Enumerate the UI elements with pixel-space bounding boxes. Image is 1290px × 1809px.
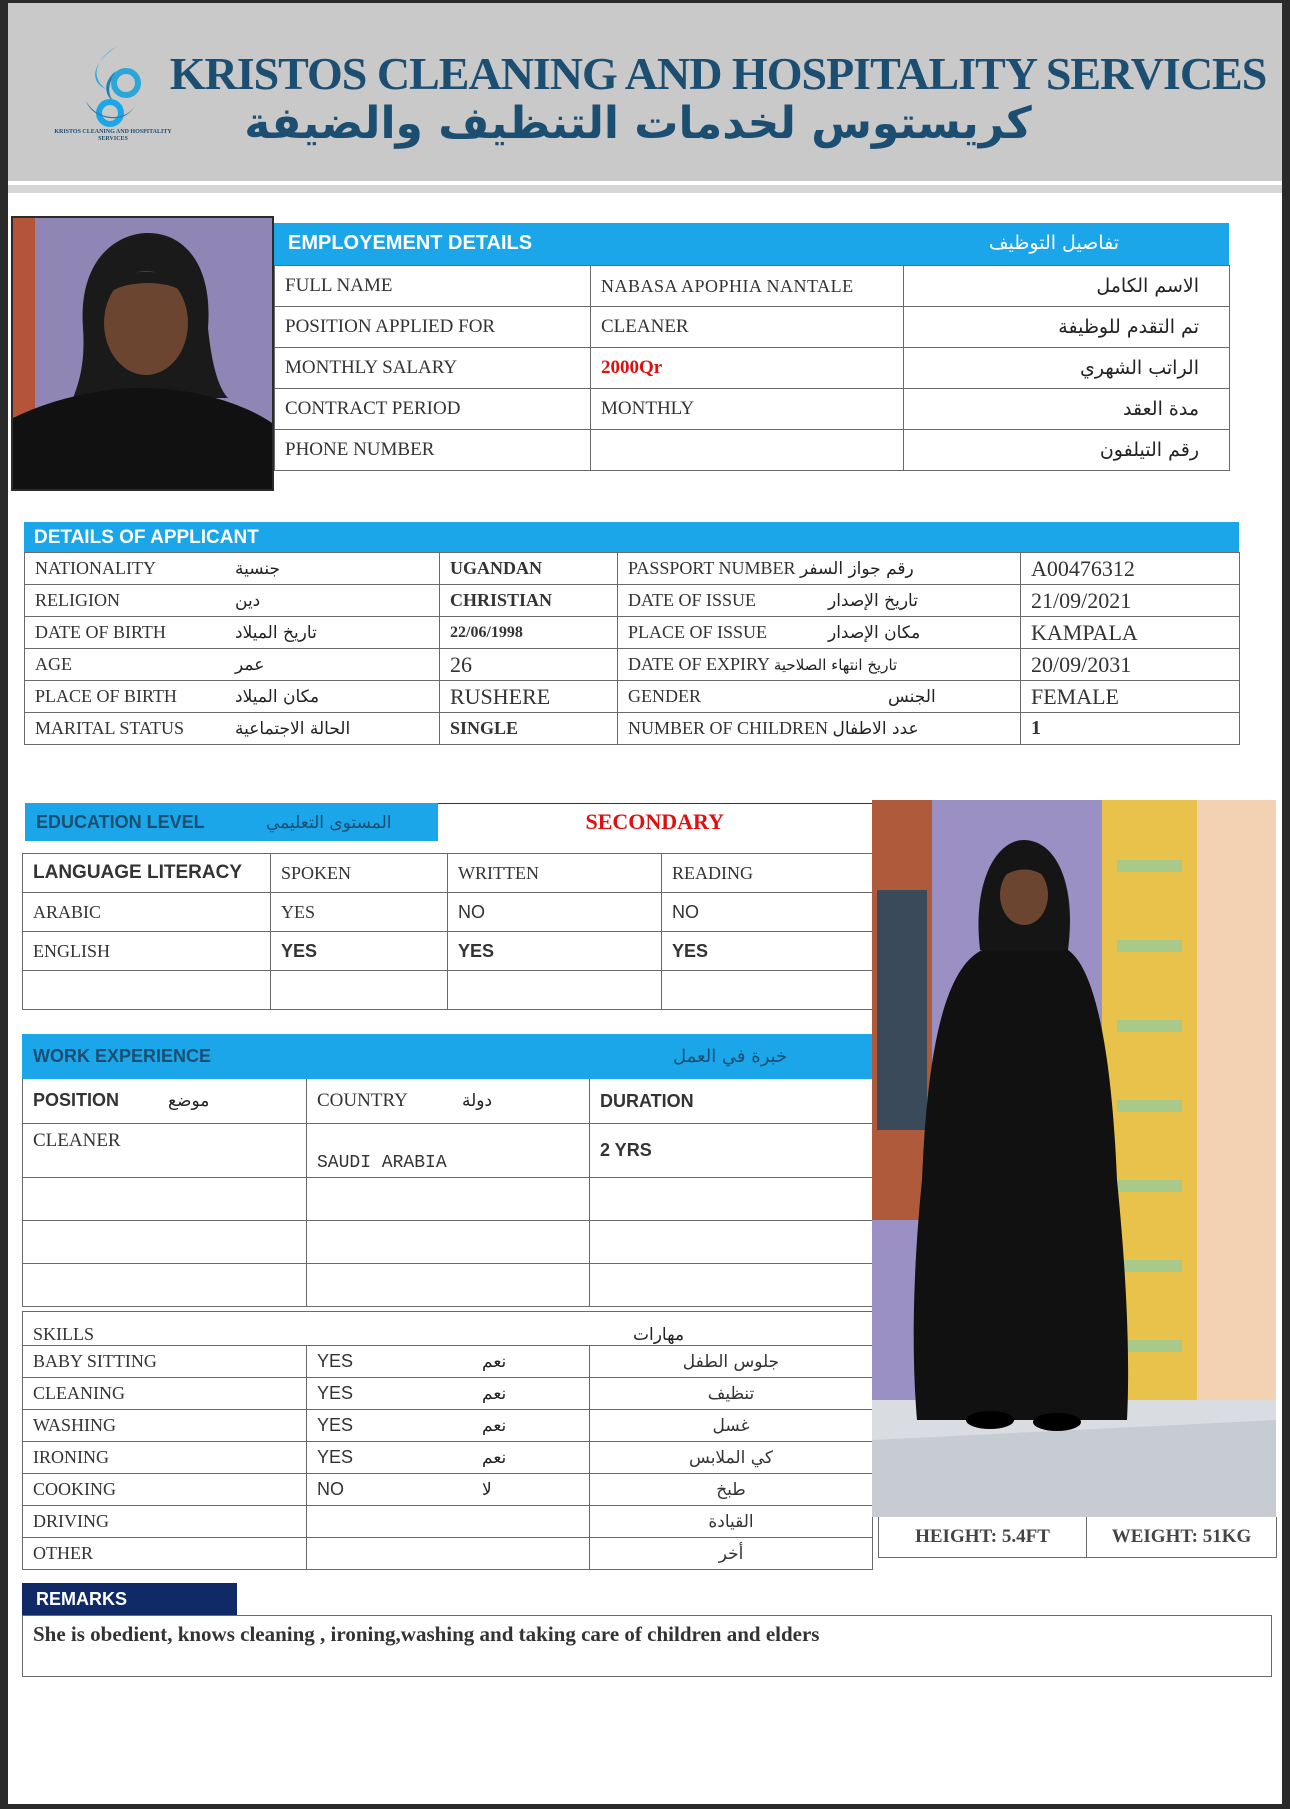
- applicant-value: CHRISTIAN: [440, 585, 618, 617]
- skill-label-arabic: جلوس الطفل: [590, 1346, 873, 1378]
- skill-row: [23, 1442, 873, 1474]
- skill-value-arabic: نعم: [482, 1448, 507, 1468]
- company-logo: [54, 41, 172, 153]
- applicant-label-arabic: الجنس: [888, 687, 936, 707]
- work-cell: [590, 1178, 873, 1221]
- skill-label: IRONING: [23, 1442, 307, 1474]
- employment-label: CONTRACT PERIOD: [275, 389, 591, 430]
- applicant-label: NUMBER OF CHILDREN: [628, 718, 829, 738]
- work-row: [23, 1264, 873, 1307]
- skill-label: OTHER: [23, 1538, 307, 1570]
- applicant-label: DATE OF BIRTH: [35, 622, 166, 642]
- education-label-arabic: المستوى التعليمي: [266, 812, 392, 833]
- applicant-label: DATE OF EXPIRY: [628, 654, 770, 674]
- employment-value: [591, 430, 904, 471]
- skill-value-arabic: نعم: [482, 1384, 507, 1404]
- applicant-value: 26: [440, 649, 618, 681]
- header-divider: [8, 185, 1282, 193]
- skill-value-arabic: نعم: [482, 1352, 507, 1372]
- work-header-country: COUNTRY: [317, 1090, 408, 1111]
- applicant-value: A00476312: [1021, 553, 1240, 585]
- work-cell: [23, 1264, 307, 1307]
- work-column-headers: [23, 1079, 873, 1124]
- language-header: LANGUAGE LITERACY: [23, 854, 271, 893]
- employment-label-arabic: مدة العقد: [904, 389, 1230, 430]
- employment-row: [275, 307, 1230, 348]
- cv-page: [8, 3, 1282, 1804]
- language-header: WRITTEN: [448, 854, 662, 893]
- applicant-label-arabic: تاريخ انتهاء الصلاحية: [773, 656, 898, 674]
- work-row: [23, 1221, 873, 1264]
- language-cell: ENGLISH: [23, 932, 271, 971]
- applicant-value: 20/09/2031: [1021, 649, 1240, 681]
- skills-title: SKILLS: [33, 1324, 95, 1344]
- work-header-country-arabic: دولة: [462, 1091, 493, 1111]
- applicant-title: DETAILS OF APPLICANT: [34, 527, 259, 548]
- language-cell: NO: [448, 893, 662, 932]
- skill-row: [23, 1346, 873, 1378]
- measurements-table: [878, 1517, 1277, 1558]
- work-header-position: POSITION: [33, 1090, 120, 1110]
- employment-label: POSITION APPLIED FOR: [275, 307, 591, 348]
- language-cell: [23, 971, 271, 1010]
- skill-value: YES: [317, 1415, 354, 1435]
- applicant-label: PLACE OF BIRTH: [35, 686, 177, 706]
- applicant-section-header: [24, 522, 1239, 552]
- skill-row: [23, 1538, 873, 1570]
- applicant-label: DATE OF ISSUE: [628, 590, 757, 610]
- employment-row: [275, 348, 1230, 389]
- skill-label-arabic: طبخ: [590, 1474, 873, 1506]
- applicant-row: [25, 553, 1240, 585]
- applicant-value: RUSHERE: [440, 681, 618, 713]
- employment-title-arabic: تفاصيل التوظيف: [988, 232, 1119, 254]
- education-row: [25, 803, 872, 841]
- remarks-text: She is obedient, knows cleaning , ironing,washing and taking care of children and elders: [22, 1615, 1272, 1677]
- applicant-label: AGE: [35, 654, 72, 674]
- applicant-value: FEMALE: [1021, 681, 1240, 713]
- work-row: [23, 1178, 873, 1221]
- company-name-english: KRISTOS CLEANING AND HOSPITALITY SERVICES: [169, 48, 1267, 99]
- skill-label-arabic: كي الملابس: [590, 1442, 873, 1474]
- applicant-portrait-photo: [11, 216, 274, 491]
- work-cell: 2 YRS: [590, 1124, 873, 1178]
- employment-label: FULL NAME: [275, 266, 591, 307]
- work-cell: [23, 1178, 307, 1221]
- employment-value: NABASA APOPHIA NANTALE: [591, 266, 904, 307]
- applicant-label: PASSPORT NUMBER: [628, 558, 796, 578]
- work-header-position-arabic: موضع: [168, 1091, 210, 1111]
- height-value: HEIGHT: 5.4FT: [879, 1517, 1087, 1558]
- language-row: [23, 971, 873, 1010]
- employment-row: [275, 389, 1230, 430]
- applicant-value: KAMPALA: [1021, 617, 1240, 649]
- applicant-label-arabic: عمر: [235, 655, 265, 675]
- skill-row: [23, 1474, 873, 1506]
- language-cell: [662, 971, 873, 1010]
- work-row: [23, 1124, 873, 1178]
- language-cell: YES: [448, 932, 662, 971]
- employment-value: CLEANER: [591, 307, 904, 348]
- skill-label: COOKING: [23, 1474, 307, 1506]
- company-name-arabic: كريستوس لخدمات التنظيف والضيفة: [244, 98, 1032, 149]
- work-cell: [23, 1221, 307, 1264]
- language-header: SPOKEN: [271, 854, 448, 893]
- applicant-label: PLACE OF ISSUE: [628, 622, 768, 642]
- language-row: [23, 893, 873, 932]
- skill-value: YES: [317, 1383, 354, 1403]
- skill-label: WASHING: [23, 1410, 307, 1442]
- remarks-title: REMARKS: [22, 1583, 237, 1615]
- language-cell: YES: [662, 932, 873, 971]
- applicant-label-arabic: مكان الميلاد: [235, 687, 320, 707]
- language-cell: NO: [662, 893, 873, 932]
- language-row: [23, 932, 873, 971]
- applicant-row: [25, 649, 1240, 681]
- work-header-bar: [23, 1035, 873, 1079]
- applicant-row: [25, 617, 1240, 649]
- skill-row: [23, 1506, 873, 1538]
- skill-label-arabic: تنظيف: [590, 1378, 873, 1410]
- skills-table: [22, 1311, 873, 1570]
- skill-row: [23, 1410, 873, 1442]
- applicant-label-arabic: تاريخ الإصدار: [828, 591, 918, 611]
- skill-value-arabic: لا: [482, 1480, 492, 1500]
- employment-label-arabic: تم التقدم للوظيفة: [904, 307, 1230, 348]
- skill-label-arabic: أخر: [590, 1538, 873, 1570]
- skill-value: NO: [317, 1479, 344, 1499]
- applicant-label: RELIGION: [35, 590, 120, 610]
- applicant-full-body-photo: [872, 800, 1276, 1517]
- work-cell: SAUDI ARABIA: [307, 1124, 590, 1178]
- education-label: EDUCATION LEVEL: [36, 811, 205, 832]
- applicant-label-arabic: الحالة الاجتماعية: [235, 719, 351, 739]
- work-cell: [307, 1178, 590, 1221]
- work-cell: [307, 1221, 590, 1264]
- employment-table: [274, 265, 1230, 471]
- language-cell: [448, 971, 662, 1010]
- work-title-arabic: خبرة في العمل: [673, 1045, 788, 1067]
- applicant-row: [25, 713, 1240, 745]
- applicant-table: [24, 552, 1240, 745]
- skill-label-arabic: القيادة: [590, 1506, 873, 1538]
- applicant-label: GENDER: [628, 686, 701, 706]
- skill-label: CLEANING: [23, 1378, 307, 1410]
- applicant-row: [25, 681, 1240, 713]
- employment-label: MONTHLY SALARY: [275, 348, 591, 389]
- applicant-label: NATIONALITY: [35, 558, 156, 578]
- work-header-duration: DURATION: [590, 1079, 873, 1124]
- applicant-label-arabic: مكان الإصدار: [828, 623, 921, 643]
- employment-label: PHONE NUMBER: [275, 430, 591, 471]
- applicant-label-arabic: رقم جواز السفر: [800, 559, 914, 579]
- applicant-label-arabic: تاريخ الميلاد: [235, 623, 317, 643]
- skill-value: YES: [317, 1447, 354, 1467]
- employment-row: [275, 430, 1230, 471]
- employment-title: EMPLOYEMENT DETAILS: [288, 232, 533, 254]
- employment-label-arabic: رقم التيلفون: [904, 430, 1230, 471]
- work-cell: CLEANER: [23, 1124, 307, 1178]
- skill-value-arabic: نعم: [482, 1416, 507, 1436]
- work-cell: [590, 1221, 873, 1264]
- language-header-row: [23, 854, 873, 893]
- applicant-value: SINGLE: [440, 713, 618, 745]
- logo-text: KRISTOS CLEANING AND HOSPITALITY SERVICES: [54, 129, 172, 142]
- applicant-value: 1: [1021, 713, 1240, 745]
- language-cell: [271, 971, 448, 1010]
- language-header: READING: [662, 854, 873, 893]
- work-cell: [590, 1264, 873, 1307]
- language-cell: YES: [271, 932, 448, 971]
- skill-row: [23, 1378, 873, 1410]
- skills-header-row: [23, 1312, 873, 1346]
- weight-value: WEIGHT: 51KG: [1087, 1517, 1277, 1558]
- applicant-value: 21/09/2021: [1021, 585, 1240, 617]
- work-experience-table: [22, 1034, 873, 1307]
- applicant-label-arabic: دين: [235, 591, 261, 611]
- skill-label: BABY SITTING: [23, 1346, 307, 1378]
- language-cell: YES: [271, 893, 448, 932]
- skill-value: YES: [317, 1351, 354, 1371]
- work-title: WORK EXPERIENCE: [33, 1045, 212, 1066]
- employment-label-arabic: الاسم الكامل: [904, 266, 1230, 307]
- applicant-value: UGANDAN: [440, 553, 618, 585]
- applicant-label-arabic: عدد الاطفال: [832, 719, 919, 739]
- employment-section-header: [274, 223, 1229, 265]
- employment-label-arabic: الراتب الشهري: [904, 348, 1230, 389]
- applicant-value: 22/06/1998: [440, 617, 618, 649]
- skills-title-arabic: مهارات: [633, 1325, 685, 1345]
- language-cell: ARABIC: [23, 893, 271, 932]
- skill-label: DRIVING: [23, 1506, 307, 1538]
- skill-label-arabic: غسل: [590, 1410, 873, 1442]
- education-value: SECONDARY: [438, 804, 872, 841]
- language-table: [22, 853, 873, 1010]
- employment-value: MONTHLY: [591, 389, 904, 430]
- employment-row: [275, 266, 1230, 307]
- salary-value: 2000Qr: [591, 348, 904, 389]
- work-cell: [307, 1264, 590, 1307]
- applicant-row: [25, 585, 1240, 617]
- applicant-label: MARITAL STATUS: [35, 718, 184, 738]
- applicant-label-arabic: جنسية: [235, 559, 281, 579]
